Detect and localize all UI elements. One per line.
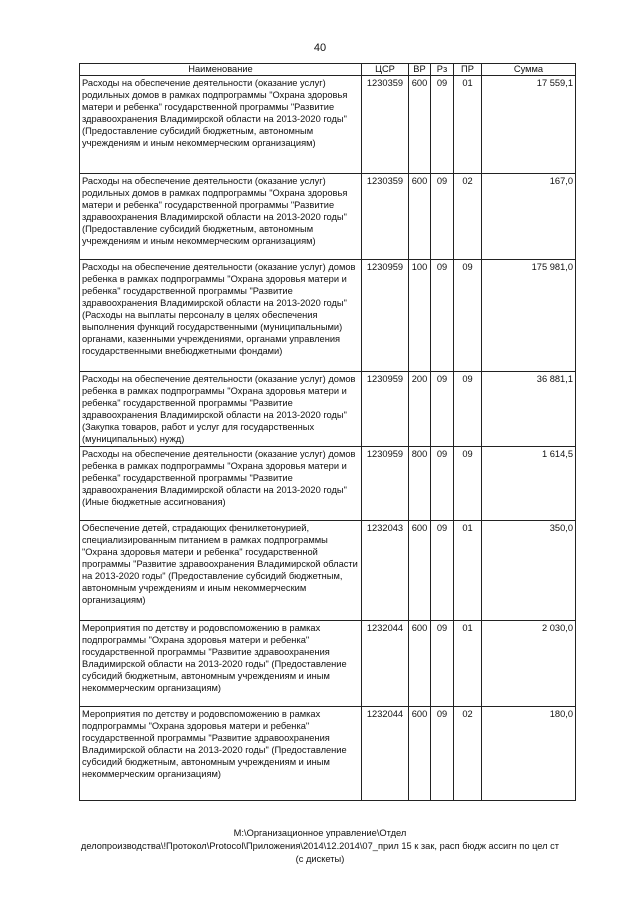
row-csr: 1230359 [362,174,409,260]
row-name: Мероприятия по детству и родовспоможению в рамках подпрограммы "Охрана здоровья матери и ребенка" государственной программы "Развитие здравоохранения Владимирской области на 2013-2020 годы" (Предоставление субсидий бюджетным, автономным учреждениям и иным некоммерческим организациям) [80,621,362,707]
row-rz: 09 [431,447,454,521]
row-vr: 600 [409,521,431,621]
row-rz: 09 [431,372,454,447]
header-sum: Сумма [482,64,576,76]
row-vr: 600 [409,174,431,260]
row-pr: 09 [454,372,482,447]
header-name: Наименование [80,64,362,76]
row-csr: 1230959 [362,372,409,447]
row-pr: 01 [454,521,482,621]
row-name: Обеспечение детей, страдающих фенилкетонурией, специализированным питанием в рамках подпрограммы "Охрана здоровья матери и ребенка" государственной программы "Развитие здравоохранения Владимирской области на 2013-2020 годы" (Предоставление субсидий бюджетным, автономным учреждениям и иным некоммерческим организациям) [80,521,362,621]
row-name: Расходы на обеспечение деятельности (оказание услуг) родильных домов в рамках подпрограммы "Охрана здоровья матери и ребенка" государственной программы "Развитие здравоохранения Владимирской области на 2013-2020 годы" (Предоставление субсидий бюджетным, автономным учреждениям и иным некоммерческим организациям) [80,174,362,260]
row-vr: 200 [409,372,431,447]
row-csr: 1232044 [362,707,409,801]
table-row [80,260,576,372]
row-csr: 1232043 [362,521,409,621]
row-csr: 1230959 [362,260,409,372]
row-name: Мероприятия по детству и родовспоможению в рамках подпрограммы "Охрана здоровья матери и ребенка" государственной программы "Развитие здравоохранения Владимирской области на 2013-2020 годы" (Предоставление субсидий бюджетным, автономным учреждениям и иным некоммерческим организациям) [80,707,362,801]
row-name: Расходы на обеспечение деятельности (оказание услуг) домов ребенка в рамках подпрограммы "Охрана здоровья матери и ребенка" государственной программы "Развитие здравоохранения Владимирской области на 2013-2020 годы" (Расходы на выплаты персоналу в целях обеспечения выполнения функций государственными (муниципальными) органами, казенными учреждениями, органами управления государственными внебюджетными фондами) [80,260,362,372]
header-csr: ЦСР [362,64,409,76]
header-vr: ВР [409,64,431,76]
header-rz: Рз [431,64,454,76]
budget-table [79,63,576,801]
row-vr: 600 [409,76,431,174]
table-row [80,174,576,260]
row-rz: 09 [431,76,454,174]
table-row [80,447,576,521]
row-vr: 600 [409,621,431,707]
row-rz: 09 [431,621,454,707]
row-name: Расходы на обеспечение деятельности (оказание услуг) домов ребенка в рамках подпрограммы "Охрана здоровья матери и ребенка" государственной программы "Развитие здравоохранения Владимирской области на 2013-2020 годы" (Закупка товаров, работ и услуг для государственных (муниципальных) нужд) [80,372,362,447]
row-sum: 350,0 [482,521,576,621]
row-sum: 167,0 [482,174,576,260]
row-pr: 01 [454,76,482,174]
page-number: 40 [313,42,327,54]
row-pr: 02 [454,174,482,260]
table-row [80,521,576,621]
row-vr: 800 [409,447,431,521]
row-csr: 1230959 [362,447,409,521]
row-pr: 09 [454,447,482,521]
row-name: Расходы на обеспечение деятельности (оказание услуг) родильных домов в рамках подпрограммы "Охрана здоровья матери и ребенка" государственной программы "Развитие здравоохранения Владимирской области на 2013-2020 годы" (Предоставление субсидий бюджетным, автономным учреждениям и иным некоммерческим организациям) [80,76,362,174]
row-pr: 01 [454,621,482,707]
row-rz: 09 [431,174,454,260]
row-sum: 17 559,1 [482,76,576,174]
row-sum: 180,0 [482,707,576,801]
row-rz: 09 [431,260,454,372]
row-rz: 09 [431,707,454,801]
row-sum: 175 981,0 [482,260,576,372]
row-csr: 1232044 [362,621,409,707]
row-sum: 1 614,5 [482,447,576,521]
row-rz: 09 [431,521,454,621]
row-sum: 36 881,1 [482,372,576,447]
row-name: Расходы на обеспечение деятельности (оказание услуг) домов ребенка в рамках подпрограммы "Охрана здоровья матери и ребенка" государственной программы "Развитие здравоохранения Владимирской области на 2013-2020 годы" (Иные бюджетные ассигнования) [80,447,362,521]
table-row [80,621,576,707]
row-pr: 09 [454,260,482,372]
row-pr: 02 [454,707,482,801]
footer-path-line3: (с дискеты) [295,854,345,864]
row-csr: 1230359 [362,76,409,174]
row-vr: 100 [409,260,431,372]
footer-path-line1: М:\Организационное управление\Отдел [233,828,407,838]
table-row [80,707,576,801]
header-pr: ПР [454,64,482,76]
table-row [80,76,576,174]
row-sum: 2 030,0 [482,621,576,707]
table-header-row [80,64,576,76]
footer-path-line2: делопроизводства\!Протокол\Protocol\Приложения\2014\12.2014\07_прил 15 к зак, расп бюдж ассигн по цел ст [80,841,560,851]
row-vr: 600 [409,707,431,801]
table-row [80,372,576,447]
